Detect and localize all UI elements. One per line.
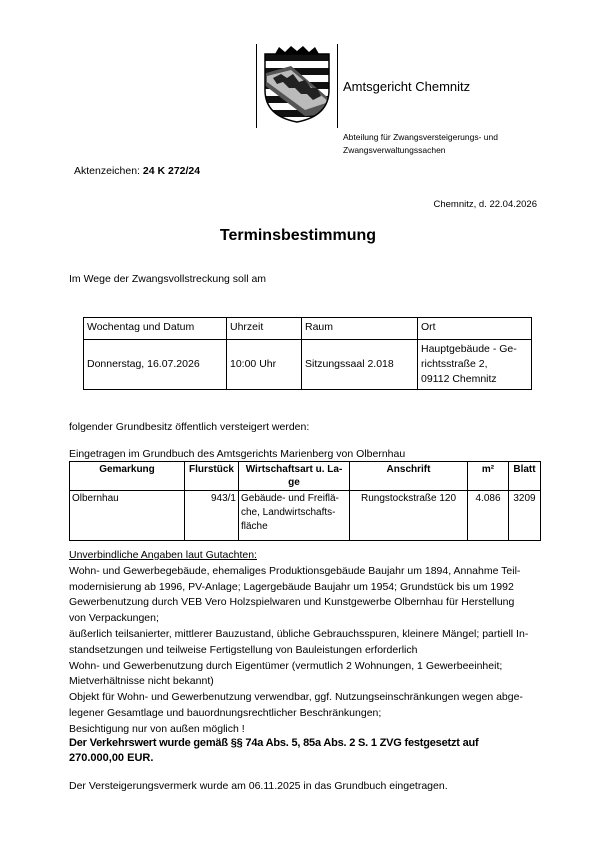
appraisal-line: Wohn- und Gewerbegebäude, ehemaliges Produktionsgebäude Baujahr um 1894, Annahme Teil- — [69, 564, 521, 577]
terms-header-location: Ort — [418, 318, 532, 340]
registry-line: Eingetragen im Grundbuch des Amtsgerichts Marienberg von Olbernhau — [69, 448, 406, 460]
terms-location-line: Hauptgebäude - Ge- — [421, 343, 517, 355]
land-gemarkung: Olbernhau — [70, 491, 185, 541]
coat-of-arms-icon — [261, 44, 333, 124]
file-reference — [74, 164, 200, 179]
land-header-gemarkung: Gemarkung — [70, 462, 185, 491]
appraisal-line: Mietverhältnisse nicht bekannt) — [69, 675, 214, 688]
place-date: Chemnitz, d. 22.04.2026 — [433, 199, 537, 210]
land-table — [69, 461, 541, 541]
document-title: Terminsbestimmung — [219, 227, 377, 244]
file-reference-label: Aktenzeichen: — [74, 165, 140, 177]
header-left-rule — [256, 44, 257, 128]
terms-header-time: Uhrzeit — [227, 318, 302, 340]
terms-header-room: Raum — [302, 318, 418, 340]
terms-location-line: 09112 Chemnitz — [421, 373, 497, 385]
auction-text: folgender Grundbesitz öffentlich versteigert werden: — [69, 421, 310, 433]
terms-header-row — [84, 318, 532, 340]
land-blatt: 3209 — [509, 491, 541, 541]
department-line-1: Abteilung für Zwangsversteigerungs- und — [343, 132, 498, 142]
header-right-rule — [337, 44, 338, 128]
appraisal-line: modernisierung ab 1996, PV-Anlage; Lagergebäude Baujahr um 1954; Grundstück bis um 1992 — [69, 580, 514, 593]
land-header-flurstueck: Flurstück — [185, 462, 239, 491]
appraisal-heading: Unverbindliche Angaben laut Gutachten: — [69, 549, 257, 561]
appraisal-line: äußerlich teilsanierter, mittlerer Bauzustand, übliche Gebrauchsspuren, kleinere Mängel; partiell In- — [69, 627, 529, 640]
appraisal-line: von Verpackungen; — [69, 612, 159, 625]
terms-data-row — [84, 340, 532, 390]
appraisal-line: legener Gesamtlage und bauordnungsrechtlicher Beschränkungen; — [69, 706, 382, 719]
appraisal-line: Objekt für Wohn- und Gewerbenutzung verwendbar, ggf. Nutzungseinschränkungen wegen abge- — [69, 691, 523, 704]
land-wirtschaftsart: Gebäude- und Freiflä- che, Landwirtschafts- fläche — [239, 491, 350, 541]
terms-time: 10:00 Uhr — [227, 340, 302, 390]
land-m2: 4.086 — [468, 491, 509, 541]
land-header-wirtschaftsart: Wirtschaftsart u. La- ge — [239, 462, 350, 491]
closing-note: Der Versteigerungsvermerk wurde am 06.11.2025 in das Grundbuch eingetragen. — [69, 780, 448, 792]
land-header-anschrift: Anschrift — [350, 462, 468, 491]
land-flurstueck: 943/1 — [185, 491, 239, 541]
terms-room: Sitzungssaal 2.018 — [302, 340, 418, 390]
terms-header-date: Wochentag und Datum — [84, 318, 227, 340]
intro-text: Im Wege der Zwangsvollstreckung soll am — [69, 273, 267, 285]
terms-location-line: richtsstraße 2, — [421, 358, 488, 370]
land-header-blatt: Blatt — [509, 462, 541, 491]
appraisal-line: Besichtigung nur von außen möglich ! — [69, 722, 245, 735]
terms-table — [83, 317, 532, 390]
land-data-row — [70, 491, 541, 541]
court-name: Amtsgericht Chemnitz — [343, 79, 471, 94]
land-header-m2: m² — [468, 462, 509, 491]
file-reference-value: 24 K 272/24 — [142, 165, 201, 177]
land-header-row — [70, 462, 541, 491]
appraisal-line: Gewerbenutzung durch VEB Vero Holzspielwaren und Kunstgewerbe Olbernhau für Herstellung — [69, 596, 515, 609]
value-statement — [69, 736, 542, 766]
terms-date: Donnerstag, 16.07.2026 — [84, 340, 227, 390]
value-statement-line-1: Der Verkehrswert wurde gemäß §§ 74a Abs. 5, 85a Abs. 2 S. 1 ZVG festgesetzt auf — [69, 737, 479, 749]
land-anschrift: Rungstockstraße 120 — [350, 491, 468, 541]
appraisal-line: Wohn- und Gewerbenutzung durch Eigentümer (vermutlich 2 Wohnungen, 1 Gewerbeeinheit; — [69, 659, 503, 672]
appraisal-line: standsetzungen und teilweise Fertigstellung von Bauleistungen erforderlich — [69, 643, 418, 656]
terms-location — [418, 340, 532, 390]
appraisal-section — [69, 548, 542, 738]
department-line-2: Zwangsverwaltungssachen — [343, 145, 446, 155]
value-statement-line-2: 270.000,00 EUR. — [69, 752, 154, 764]
